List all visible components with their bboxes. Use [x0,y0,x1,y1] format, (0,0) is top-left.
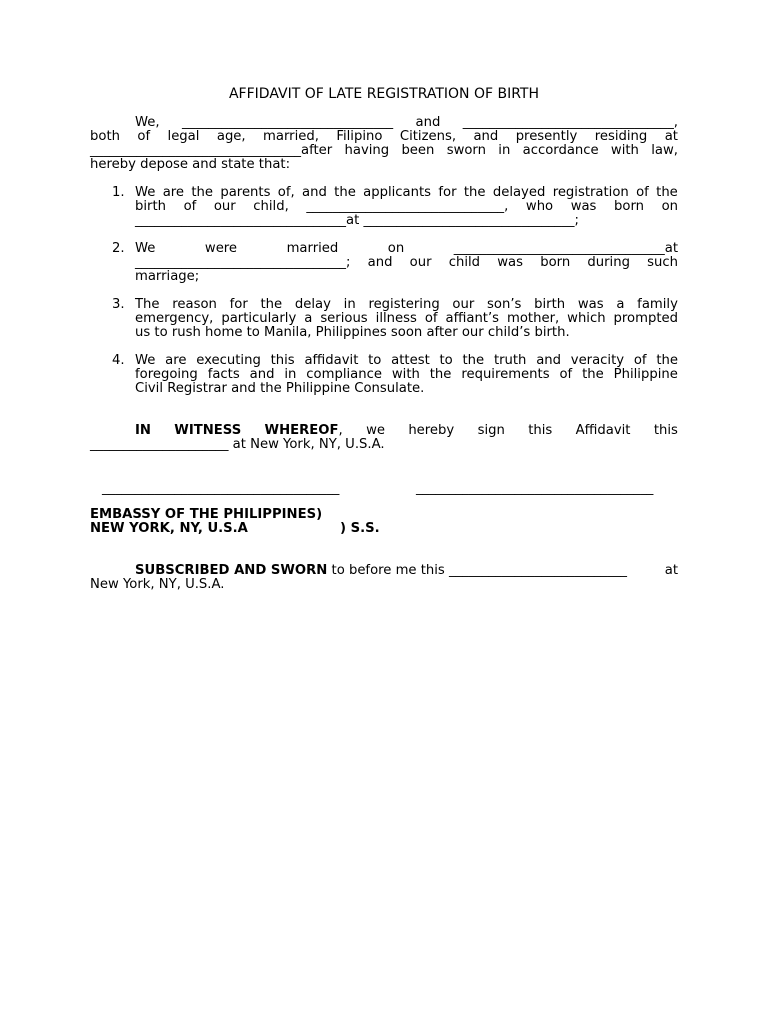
word: of [137,129,151,144]
word: birth [135,199,166,214]
word: age, [216,129,246,144]
item-3-line-3: us to rush home to Manila, Philippines soon after our child’s birth. [135,325,570,340]
item-2-line-1 [135,242,678,256]
word: was [570,199,597,214]
word: a [304,311,313,326]
word: of [559,367,573,382]
item-1-line-1 [135,186,678,200]
word: are [165,353,187,368]
word: married, [263,129,319,144]
item-4-line-2 [135,368,678,382]
word: ________________________________after [90,143,333,158]
word: residing [594,129,648,144]
witness-line-2: _____________________ at New York, NY, U.S.A. [90,437,385,452]
word: for [229,297,248,312]
item-2-line-3: marriage; [135,269,200,284]
word: a [616,297,625,312]
word: and [302,185,327,200]
word: applicants [363,185,432,200]
word: married [286,241,339,256]
word: this [528,423,553,438]
word: and [367,255,393,270]
word: been [401,143,435,158]
venue-line-2-right: ) S.S. [340,521,380,536]
word: affidavit [304,353,359,368]
jurat-line-2: New York, NY, U.S.A. [90,577,225,592]
word: delay [294,297,331,312]
word: We [135,185,156,200]
word: WHEREOF, [264,423,343,438]
word: and [536,353,561,368]
word: We [135,353,156,368]
signature-line-2: ____________________________________ [416,481,654,496]
word: executing [196,353,261,368]
word: to [439,353,453,368]
word: at [664,129,678,144]
word: to [368,353,382,368]
word: parents [220,185,271,200]
jurat-end: at [664,563,678,578]
word: We, [135,115,160,130]
word: such [647,255,678,270]
word: the [656,185,678,200]
word: IN [135,423,151,438]
word: presently [515,129,578,144]
word: hereby [408,423,455,438]
word: serious [320,311,368,326]
word: Affidavit [575,423,631,438]
word: for [438,185,457,200]
word: affiant’s [445,311,500,326]
word: born [614,199,644,214]
word: registration [552,185,629,200]
word: and [473,129,499,144]
intro-line-4: hereby depose and state that: [90,157,291,172]
item-2-number: 2. [112,241,125,256]
word: in [284,367,297,382]
word: particularly [221,311,297,326]
word: veracity [570,353,625,368]
word: We [135,241,156,256]
jurat-bold: SUBSCRIBED AND SWORN [135,563,328,578]
word: the [462,353,485,368]
word: WITNESS [174,423,242,438]
word: law, [651,143,678,158]
word: ________________________________; [135,255,351,270]
word: registering [368,297,440,312]
word: truth [493,353,527,368]
word: ________________________________at [453,241,678,256]
word: our [409,255,432,270]
item-4-line-1 [135,354,678,368]
word: the [463,185,486,200]
intro-line-3 [90,144,678,158]
word: sign [477,423,505,438]
word: with [610,143,639,158]
item-1-line-3: ________________________________at ________________________________; [135,213,579,228]
word: the [191,185,214,200]
venue-line-2-left: NEW YORK, NY, U.S.A [90,521,248,536]
word: of [636,185,649,200]
word: ________________________________, [462,115,678,130]
word: ______________________________, [306,199,509,214]
word: this [270,353,295,368]
witness-line-1 [135,424,678,438]
word: are [162,185,185,200]
word: on [387,241,405,256]
word: The [135,297,160,312]
word: attest [391,353,430,368]
word: both [90,129,120,144]
word: the [656,353,678,368]
word: was [497,255,523,270]
word: emergency, [135,311,214,326]
word: Filipino [336,129,383,144]
jurat-line-1 [135,564,627,578]
word: born [540,255,571,270]
word: compliance [306,367,382,382]
item-1-number: 1. [112,185,125,200]
document-title: AFFIDAVIT OF LATE REGISTRATION OF BIRTH [228,86,540,102]
word: ________________________________ [182,115,394,130]
word: prompted [613,311,678,326]
word: the [334,185,356,200]
item-3-line-1 [135,298,678,312]
word: legal [167,129,200,144]
word: reason [172,297,217,312]
word: of [633,353,647,368]
word: birth [534,297,566,312]
word: mother, [507,311,560,326]
word: family [637,297,678,312]
word: having [344,143,390,158]
venue-line-1: EMBASSY OF THE PHILIPPINES) [90,507,323,522]
intro-line-1 [135,116,678,130]
signature-line-1: ____________________________________ [102,481,340,496]
word: this [653,423,678,438]
word: sworn [446,143,486,158]
word: our [213,199,236,214]
word: the [582,367,604,382]
word: Citizens, [399,129,457,144]
word: of [183,199,197,214]
item-4-number: 4. [112,353,125,368]
word: we [366,423,385,438]
word: during [587,255,630,270]
word: in [498,143,511,158]
word: accordance [522,143,599,158]
word: delayed [492,185,546,200]
word: and [415,115,441,130]
word: the [260,297,283,312]
word: were [204,241,238,256]
word: facts [207,367,240,382]
jurat-rest: to before me this ___________________________ [327,563,628,578]
word: our [452,297,475,312]
word: the [429,367,452,382]
word: was [577,297,604,312]
word: child, [253,199,289,214]
word: who [525,199,554,214]
item-1-line-2 [135,200,678,214]
word: of, [277,185,295,200]
word: foregoing [135,367,198,382]
word: which [567,311,606,326]
word: in [343,297,356,312]
word: illness [375,311,417,326]
word: son’s [487,297,522,312]
item-4-line-3: Civil Registrar and the Philippine Consulate. [135,381,425,396]
word: of [424,311,438,326]
word: and [249,367,275,382]
item-3-line-2 [135,312,678,326]
intro-line-2 [90,130,678,144]
item-2-line-2 [135,256,678,270]
word: with [391,367,420,382]
word: requirements [461,367,550,382]
word: Philippine [613,367,678,382]
item-3-number: 3. [112,297,125,312]
word: child [448,255,481,270]
word: on [661,199,678,214]
